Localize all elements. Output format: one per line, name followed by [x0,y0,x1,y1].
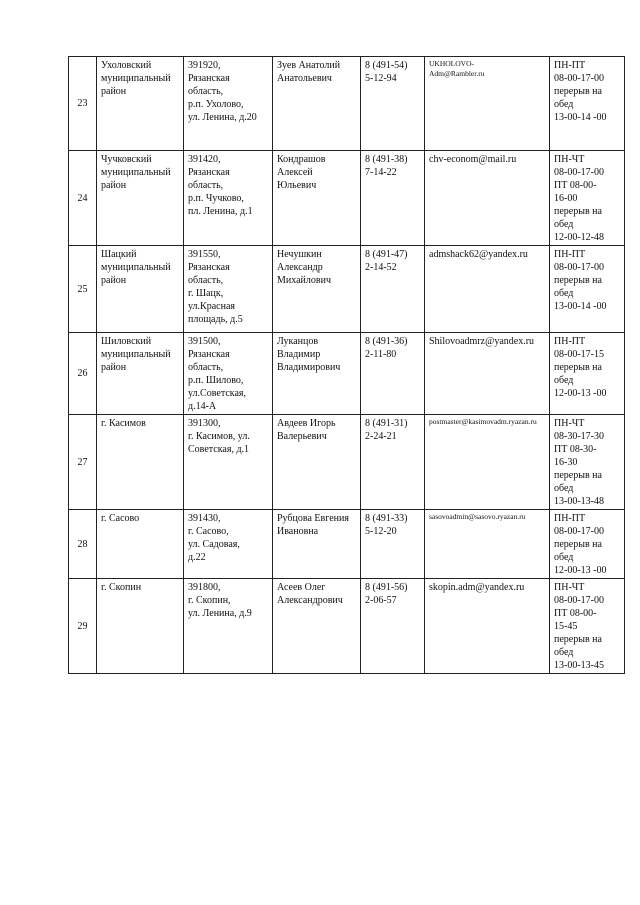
working-hours: ПН-ЧТ 08-30-17-30 ПТ 08-30- 16-30 перерыв на обед 13-00-13-48 [550,415,625,510]
table-body [69,57,625,674]
working-hours: ПН-ПТ 08-00-17-00 перерыв на обед 13-00-14 -00 [550,246,625,333]
head-name: Кондрашов Алексей Юльевич [273,151,361,246]
phone-number: 8 (491-56) 2-06-57 [361,579,425,674]
region-name: Шацкий муниципальный район [97,246,184,333]
postal-address: 391430, г. Сасово, ул. Садовая, д.22 [184,510,273,579]
email-address: UKHOLOVO- Adm@Rambler.ru [425,57,550,151]
phone-number: 8 (491-38) 7-14-22 [361,151,425,246]
table-row [69,333,625,415]
table-row [69,57,625,151]
postal-address: 391420, Рязанская область, р.п. Чучково, пл. Ленина, д.1 [184,151,273,246]
head-name: Зуев Анатолий Анатольевич [273,57,361,151]
table-row [69,579,625,674]
email-address: admshack62@yandex.ru [425,246,550,333]
row-number: 26 [69,333,97,415]
phone-number: 8 (491-33) 5-12-20 [361,510,425,579]
head-name: Нечушкин Александр Михайлович [273,246,361,333]
contacts-table [68,56,625,674]
table-row [69,246,625,333]
row-number: 27 [69,415,97,510]
postal-address: 391550, Рязанская область, г. Шацк, ул.Красная площадь, д.5 [184,246,273,333]
region-name: г. Сасово [97,510,184,579]
region-name: г. Скопин [97,579,184,674]
email-address: skopin.adm@yandex.ru [425,579,550,674]
working-hours: ПН-ЧТ 08-00-17-00 ПТ 08-00- 15-45 перерыв на обед 13-00-13-45 [550,579,625,674]
working-hours: ПН-ЧТ 08-00-17-00 ПТ 08-00- 16-00 перерыв на обед 12-00-12-48 [550,151,625,246]
email-address: postmaster@kasimovadm.ryazan.ru [425,415,550,510]
region-name: г. Касимов [97,415,184,510]
postal-address: 391800, г. Скопин, ул. Ленина, д.9 [184,579,273,674]
phone-number: 8 (491-36) 2-11-80 [361,333,425,415]
head-name: Рубцова Евгения Ивановна [273,510,361,579]
region-name: Чучковский муниципальный район [97,151,184,246]
head-name: Асеев Олег Александрович [273,579,361,674]
head-name: Авдеев Игорь Валерьевич [273,415,361,510]
table-row [69,510,625,579]
working-hours: ПН-ПТ 08-00-17-15 перерыв на обед 12-00-13 -00 [550,333,625,415]
table-row [69,151,625,246]
row-number: 24 [69,151,97,246]
region-name: Ухоловский муниципальный район [97,57,184,151]
row-number: 28 [69,510,97,579]
email-address: Shilovoadmrz@yandex.ru [425,333,550,415]
email-address: sasovoadmin@sasovo.ryazan.ru [425,510,550,579]
working-hours: ПН-ПТ 08-00-17-00 перерыв на обед 13-00-14 -00 [550,57,625,151]
region-name: Шиловский муниципальный район [97,333,184,415]
phone-number: 8 (491-54) 5-12-94 [361,57,425,151]
email-address: chv-econom@mail.ru [425,151,550,246]
postal-address: 391500, Рязанская область, р.п. Шилово, ул.Советская, д.14-А [184,333,273,415]
working-hours: ПН-ПТ 08-00-17-00 перерыв на обед 12-00-13 -00 [550,510,625,579]
row-number: 29 [69,579,97,674]
phone-number: 8 (491-47) 2-14-52 [361,246,425,333]
phone-number: 8 (491-31) 2-24-21 [361,415,425,510]
row-number: 23 [69,57,97,151]
postal-address: 391920, Рязанская область, р.п. Ухолово, ул. Ленина, д.20 [184,57,273,151]
head-name: Луканцов Владимир Владимирович [273,333,361,415]
postal-address: 391300, г. Касимов, ул. Советская, д.1 [184,415,273,510]
row-number: 25 [69,246,97,333]
table-row [69,415,625,510]
